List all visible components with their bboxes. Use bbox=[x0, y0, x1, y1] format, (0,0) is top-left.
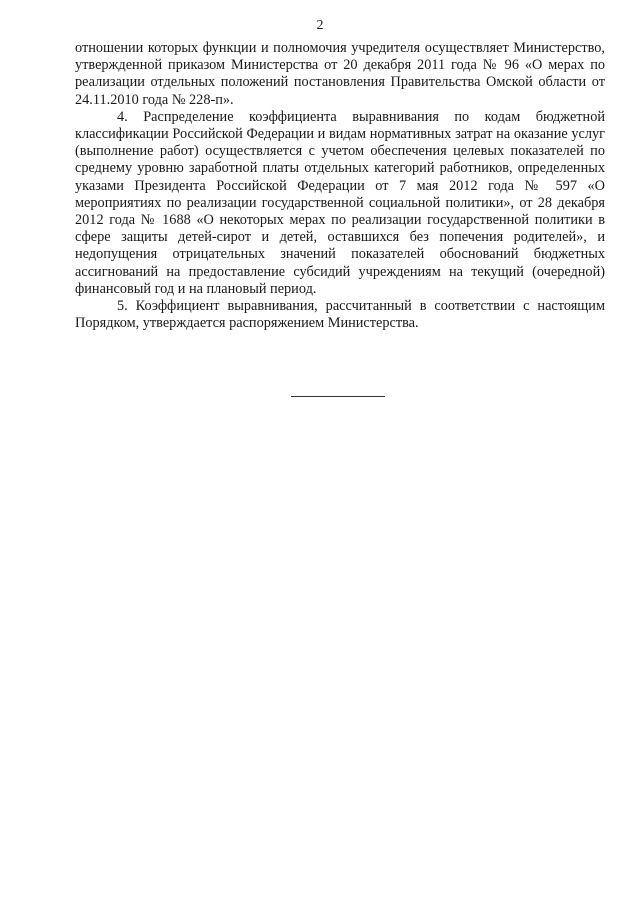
paragraph-item-5: 5. Коэффициент выравнивания, рассчитанный в соответствии с настоящим Порядком, утверждается распоряжением Министерства. bbox=[75, 298, 605, 332]
paragraph-item-4: 4. Распределение коэффициента выравнивания по кодам бюджетной классификации Российской Федерации и видам нормативных затрат на оказание услуг (выполнение работ) осуществляется с учетом обеспечения целевых показателей по среднему уровню заработной платы отдельных категорий работников, определенных указами Президента Российской Федерации от 7 мая 2012 года № 597 «О мероприятиях по реализации государственной социальной политики», от 28 декабря 2012 года № 1688 «О некоторых мерах по реализации государственной политики в сфере защиты детей-сирот и детей, оставшихся без попечения родителей», и недопущения отрицательных значений показателей обоснований бюджетных ассигнований на предоставление субсидий учреждениям на текущий (очередной) финансовый год и на плановый период. bbox=[75, 108, 605, 297]
document-body bbox=[75, 40, 605, 332]
paragraph-continuation: отношении которых функции и полномочия учредителя осуществляет Министерство, утвержденной приказом Министерства от 20 декабря 2011 года № 96 «О мерах по реализации отдельных положений постановления Правительства Омской области от 24.11.2010 года № 228-п». bbox=[75, 40, 605, 108]
page-number: 2 bbox=[316, 18, 324, 33]
end-separator-line bbox=[291, 396, 385, 397]
